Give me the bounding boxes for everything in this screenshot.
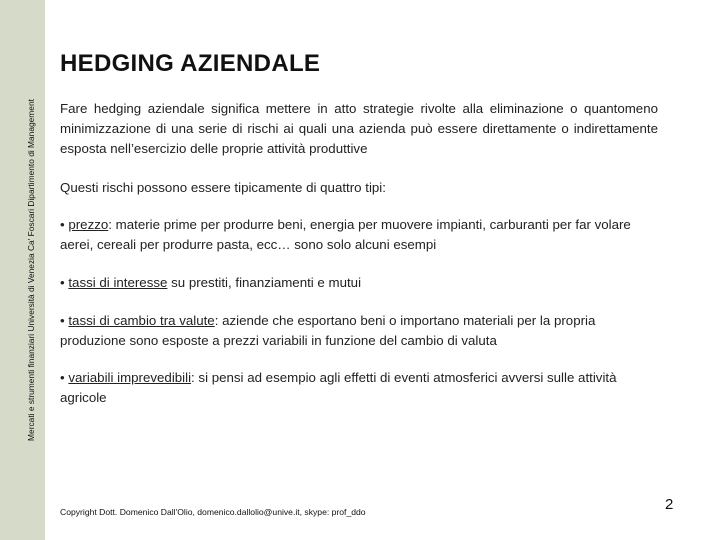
bullet: •: [60, 370, 65, 385]
copyright-footer: Copyright Dott. Domenico Dall'Olio, domenico.dallolio@unive.it, skype: prof_ddo: [60, 507, 366, 517]
risk-item-variabili: [60, 368, 658, 408]
risk-description: : si pensi ad esempio agli effetti di eventi atmosferici avversi sulle attività agricole: [60, 370, 617, 405]
types-intro: Questi rischi possono essere tipicamente di quattro tipi:: [60, 180, 386, 195]
risk-term: variabili imprevedibili: [68, 370, 192, 385]
risk-term: tassi di interesse: [68, 275, 168, 290]
risk-item-tassi-cambio: [60, 311, 658, 351]
bullet: •: [60, 217, 65, 232]
risk-description: : aziende che esportano beni o importano materiali per la propria produzione sono esposte a prezzi variabili in funzione del cambio di valuta: [60, 313, 596, 348]
intro-paragraph: Fare hedging aziendale significa mettere in atto strategie rivolte alla eliminazione o quantomeno minimizzazione di una serie di rischi ai quali una azienda può essere direttamente o indirettamente esposta nell’esercizio delle proprie attività produttive: [60, 101, 658, 156]
sidebar-band: [0, 0, 45, 540]
risk-description: su prestiti, finanziamenti e mutui: [167, 275, 362, 290]
bullet: •: [60, 313, 65, 328]
sidebar-caption: Mercati e strumenti finanziari Università di Venezia Ca' Foscari Dipartimento di Management: [26, 99, 36, 441]
bullet: •: [60, 275, 65, 290]
page-number: 2: [665, 496, 674, 513]
risk-item-tassi-interesse: [60, 273, 658, 293]
risk-item-prezzo: [60, 215, 658, 255]
page-title: HEDGING AZIENDALE: [60, 50, 321, 77]
risk-term: tassi di cambio tra valute: [68, 313, 215, 328]
risk-description: : materie prime per produrre beni, energia per muovere impianti, carburanti per far volare aerei, cereali per produrre pasta, ecc… sono solo alcuni esempi: [60, 217, 631, 252]
risk-term: prezzo: [68, 217, 109, 232]
